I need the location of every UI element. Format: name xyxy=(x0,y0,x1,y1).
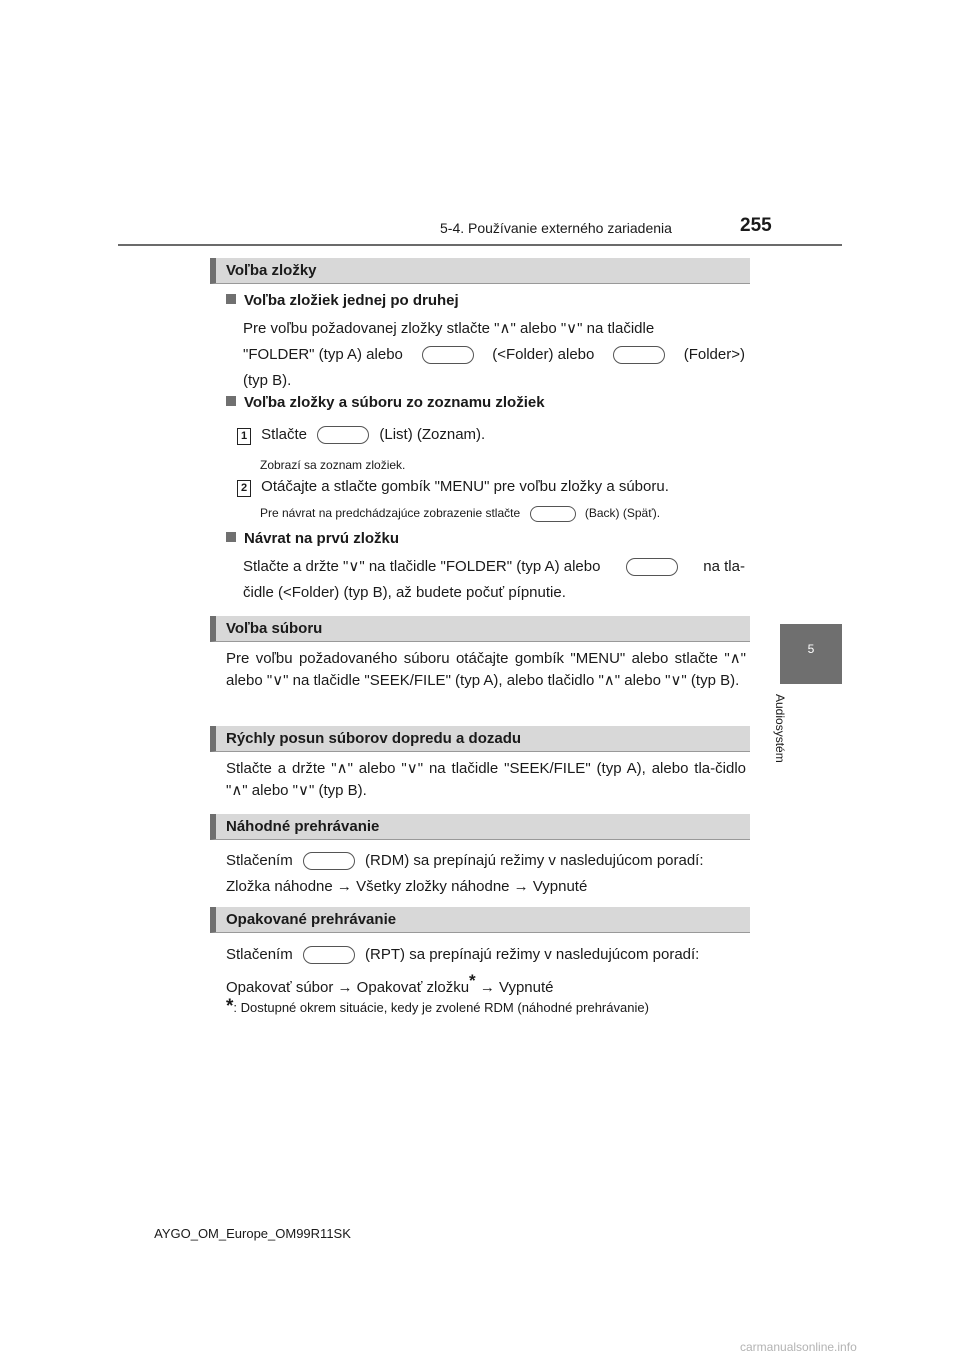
text-fragment: Opakovať súbor → Opakovať zložku xyxy=(226,979,470,996)
text-fragment: Stlačte xyxy=(261,426,308,443)
list-button-icon xyxy=(317,426,369,444)
section-title: Voľba zložky xyxy=(226,262,317,279)
text-fragment: "FOLDER" (typ A) alebo xyxy=(243,346,403,363)
text-line xyxy=(226,942,746,968)
subheading-folder-one xyxy=(226,292,459,309)
section-bar-folder xyxy=(210,258,750,284)
subheading-folder-first xyxy=(226,530,399,547)
text-line: Pre voľbu požadovanej zložky stlačte "∧" alebo "∨" na tlačidle xyxy=(243,320,655,337)
chapter-side-label xyxy=(773,694,813,814)
section-title: Náhodné prehrávanie xyxy=(226,818,380,835)
folder-prev-button-icon xyxy=(422,346,474,364)
chapter-tab: 5 xyxy=(780,624,842,684)
back-button-icon xyxy=(530,506,576,522)
section-header: 5-4. Používanie externého zariadenia xyxy=(440,220,672,236)
text-fragment: Stlačením xyxy=(226,946,293,963)
paragraph-file: Pre voľbu požadovaného súboru otáčajte gombík "MENU" alebo stlačte "∧" alebo "∨" na tlačidle "SEEK/FILE" (typ A), alebo tlačidlo "∧" alebo "∨" (typ B). xyxy=(226,650,746,689)
text-line xyxy=(243,554,745,580)
text-fragment: → Vypnuté xyxy=(479,979,554,996)
step-2-note xyxy=(260,506,660,522)
folder-next-button-icon xyxy=(613,346,665,364)
square-bullet-icon xyxy=(226,294,236,304)
text-fragment: (RPT) sa prepínajú režimy v nasledujúcom poradí: xyxy=(365,946,700,963)
page-number: 255 xyxy=(740,215,772,236)
footnote-star: * xyxy=(226,996,234,1017)
chapter-label-text: Audiosystém xyxy=(773,694,787,763)
section-bar-random xyxy=(210,814,750,840)
text-fragment: Stlačte a držte "∨" na tlačidle "FOLDER" (typ A) alebo xyxy=(243,558,601,575)
footnote-text: : Dostupné okrem situácie, kedy je zvolené RDM (náhodné prehrávanie) xyxy=(233,1000,649,1015)
text-fragment: (<Folder) alebo xyxy=(492,346,595,363)
paragraph-repeat xyxy=(226,942,746,1001)
section-title: Opakované prehrávanie xyxy=(226,911,397,928)
text-fragment: (Folder>) xyxy=(683,346,745,363)
text-fragment: Otáčajte a stlačte gombík "MENU" pre voľbu zložky a súboru. xyxy=(261,478,669,495)
section-title: Voľba súboru xyxy=(226,620,323,637)
text-line: Zložka náhodne → Všetky zložky náhodne → Vypnuté xyxy=(226,878,588,895)
square-bullet-icon xyxy=(226,532,236,542)
text-line xyxy=(243,342,745,368)
text-fragment: (List) (Zoznam). xyxy=(379,426,486,443)
header-rule xyxy=(118,244,842,246)
paragraph-random xyxy=(226,848,746,900)
paragraph-fast: Stlačte a držte "∧" alebo "∨" na tlačidle "SEEK/FILE" (typ A), alebo tla-čidlo "∧" alebo "∨" (typ B). xyxy=(226,760,746,799)
paragraph-folder-first xyxy=(243,554,745,606)
watermark: carmanualsonline.info xyxy=(740,1340,857,1354)
folder-prev-button-icon xyxy=(626,558,678,576)
section-bar-file xyxy=(210,616,750,642)
footnote xyxy=(226,996,649,1018)
section-bar-repeat xyxy=(210,907,750,933)
subheading-folder-list xyxy=(226,394,545,411)
text-line: (typ B). xyxy=(243,372,292,389)
paragraph-folder-one xyxy=(243,316,745,394)
text-fragment: (RDM) sa prepínajú režimy v nasledujúcom poradí: xyxy=(365,852,704,869)
subheading-text: Návrat na prvú zložku xyxy=(244,530,400,547)
text-fragment: Pre návrat na predchádzajúce zobrazenie stlačte xyxy=(260,506,521,521)
text-line: čidle (<Folder) (typ B), až budete počuť pípnutie. xyxy=(243,584,566,601)
text-fragment: na tla- xyxy=(703,558,745,575)
square-bullet-icon xyxy=(226,396,236,406)
subheading-text: Voľba zložiek jednej po druhej xyxy=(244,292,459,309)
rpt-button-icon xyxy=(303,946,355,964)
step-1-note: Zobrazí sa zoznam zložiek. xyxy=(260,458,406,472)
text-fragment: Stlačením xyxy=(226,852,293,869)
step-1 xyxy=(237,426,485,445)
section-bar-fast xyxy=(210,726,750,752)
document-footer: AYGO_OM_Europe_OM99R11SK xyxy=(154,1226,351,1241)
step-2 xyxy=(237,478,669,497)
subheading-text: Voľba zložky a súboru zo zoznamu zložiek xyxy=(244,394,545,411)
text-line xyxy=(226,848,746,874)
section-title: Rýchly posun súborov dopredu a dozadu xyxy=(226,730,522,747)
step-number-badge: 1 xyxy=(237,428,251,445)
footnote-marker: * xyxy=(469,971,476,990)
text-fragment: (Back) (Späť). xyxy=(584,506,661,521)
rdm-button-icon xyxy=(303,852,355,870)
step-number-badge: 2 xyxy=(237,480,251,497)
